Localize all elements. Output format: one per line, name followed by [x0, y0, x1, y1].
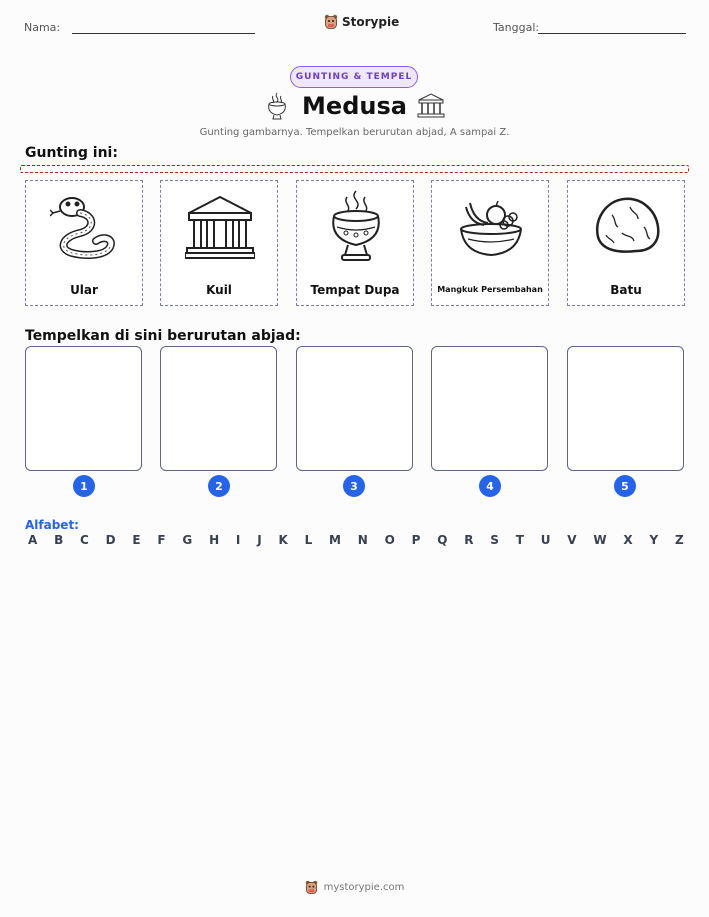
alphabet-letter: E — [132, 533, 141, 547]
name-label: Nama: — [24, 21, 61, 34]
temple-icon — [185, 189, 255, 267]
cut-line — [20, 165, 689, 173]
slot-number-4: 4 — [479, 475, 501, 497]
slot-number-5: 5 — [614, 475, 636, 497]
card-label: Batu — [610, 283, 642, 297]
paste-box-4[interactable] — [431, 346, 548, 471]
instructions: Gunting gambarnya. Tempelkan berurutan abjad, A sampai Z. — [199, 127, 510, 138]
cut-card-snake[interactable] — [25, 180, 143, 306]
cut-card-offering-bowl[interactable] — [431, 180, 549, 306]
card-label: Kuil — [206, 283, 232, 297]
paste-box-1[interactable] — [25, 346, 142, 471]
alphabet-letter: X — [623, 533, 633, 547]
storypie-mascot-icon — [324, 14, 338, 30]
alphabet-letter: P — [411, 533, 421, 547]
alphabet-letter: F — [157, 533, 166, 547]
alphabet-letter: W — [593, 533, 607, 547]
slot-number-3: 3 — [343, 475, 365, 497]
alphabet-letter: B — [54, 533, 64, 547]
alphabet-letter: T — [515, 533, 524, 547]
alphabet-letter: Z — [674, 533, 684, 547]
alphabet-letter: K — [278, 533, 288, 547]
paste-box-5[interactable] — [567, 346, 684, 471]
alphabet-letter: V — [567, 533, 577, 547]
alphabet-label: Alfabet: — [25, 518, 79, 532]
footer — [0, 880, 709, 895]
alphabet-letter: H — [209, 533, 220, 547]
storypie-mascot-icon — [305, 880, 318, 895]
alphabet-letter: N — [357, 533, 368, 547]
slot-number-2: 2 — [208, 475, 230, 497]
alphabet-letter: M — [329, 533, 341, 547]
snake-icon — [50, 189, 120, 267]
alphabet-letter: U — [540, 533, 551, 547]
alphabet-row — [28, 533, 684, 547]
alphabet-letter: S — [490, 533, 499, 547]
alphabet-letter: D — [105, 533, 116, 547]
paste-heading: Tempelkan di sini berurutan abjad: — [25, 328, 301, 344]
card-label: Tempat Dupa — [310, 283, 400, 297]
footer-url[interactable]: mystorypie.com — [323, 882, 405, 893]
alphabet-letter: L — [304, 533, 313, 547]
alphabet-letter: Y — [649, 533, 659, 547]
card-label: Mangkuk Persembahan — [437, 285, 543, 294]
rock-icon — [592, 189, 662, 267]
cut-heading: Gunting ini: — [25, 145, 118, 161]
alphabet-letter: I — [235, 533, 241, 547]
slot-number-1: 1 — [73, 475, 95, 497]
alphabet-letter: Q — [437, 533, 448, 547]
alphabet-letter: G — [182, 533, 193, 547]
brand-name: Storypie — [342, 15, 400, 29]
paste-box-3[interactable] — [296, 346, 413, 471]
alphabet-letter: O — [384, 533, 395, 547]
alphabet-letter: A — [28, 533, 38, 547]
temple-icon — [417, 93, 445, 119]
alphabet-letter: C — [80, 533, 89, 547]
incense-burner-icon — [321, 189, 391, 267]
activity-badge: GUNTING & TEMPEL — [290, 66, 418, 88]
cut-card-temple[interactable] — [160, 180, 278, 306]
cut-card-rock[interactable] — [567, 180, 685, 306]
brand-logo — [324, 14, 399, 30]
cut-card-incense-burner[interactable] — [296, 180, 414, 306]
name-line — [72, 33, 255, 34]
alphabet-letter: R — [464, 533, 474, 547]
alphabet-letter: J — [257, 533, 262, 547]
date-label: Tanggal: — [493, 21, 540, 34]
date-line — [538, 33, 686, 34]
page-title: Medusa — [302, 92, 407, 120]
card-label: Ular — [70, 283, 98, 297]
paste-box-2[interactable] — [160, 346, 277, 471]
offering-bowl-icon — [456, 189, 526, 267]
